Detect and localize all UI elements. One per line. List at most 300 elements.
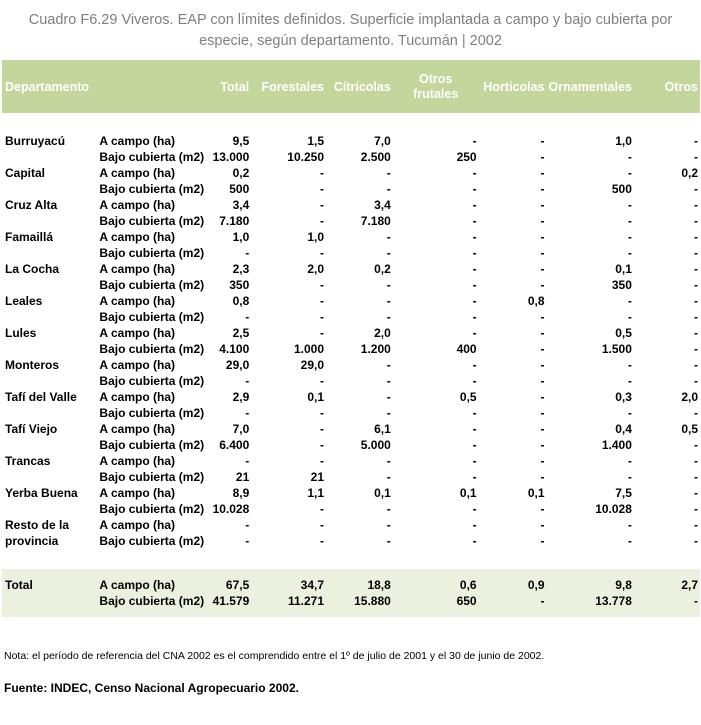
total-row-campo [2,577,700,593]
department-name [2,165,97,197]
table-row-cubierta [2,469,700,485]
cell-citricolas: - [386,374,391,388]
cell-horticolas: - [540,358,545,372]
cell-otros: - [694,214,698,228]
cell-otros-frutales: - [472,374,477,388]
header-otros: Otros [664,79,698,94]
cell-forestales: 34,7 [300,578,324,592]
cell-ornamentales: - [627,230,632,244]
cell-citricolas: - [386,246,391,260]
cell-otros: - [694,374,698,388]
department-name-line: Monteros [5,358,59,372]
cell-citricolas: 0,1 [374,486,391,500]
table-row-campo [2,389,700,405]
cell-ornamentales: 350 [611,278,632,292]
cell-otros-frutales: - [472,534,477,548]
cell-citricolas: 18,8 [367,578,391,592]
cell-otros: - [694,278,698,292]
cell-otros-frutales: - [472,214,477,228]
measure-label: Bajo cubierta (m2) [99,182,205,196]
cell-horticolas: - [540,182,545,196]
cell-otros-frutales: - [472,134,477,148]
cell-ornamentales: 0,4 [615,422,632,436]
measure-label: A campo (ha) [99,454,175,468]
cell-forestales: 1,5 [307,134,324,148]
measure-label: A campo (ha) [99,518,175,532]
cell-otros: - [694,406,698,420]
cell-ornamentales: 0,3 [615,390,632,404]
cell-otros-frutales: 400 [456,342,477,356]
cell-otros: - [694,438,698,452]
cell-citricolas: 7,0 [374,134,391,148]
department-name-line: Resto de la [5,518,70,532]
table-row-campo [2,261,700,277]
total-body [2,569,700,617]
cell-forestales: - [320,422,324,436]
table-row-campo [2,293,700,309]
department-name [2,197,97,229]
cell-total: 0,2 [232,166,250,180]
cell-total: 9,5 [232,134,250,148]
table-row-cubierta [2,533,700,549]
table-row-campo [2,485,700,501]
measure-label: A campo (ha) [99,422,175,436]
measure-label: Bajo cubierta (m2) [99,534,205,548]
cell-otros: - [694,594,698,608]
department-name [2,261,97,293]
cell-citricolas: 0,2 [374,262,391,276]
cell-citricolas: - [386,470,391,484]
cell-total: 10.028 [212,502,250,516]
measure-label: Bajo cubierta (m2) [99,406,205,420]
cell-otros-frutales: 650 [456,594,477,608]
table-row-cubierta [2,341,700,357]
cell-forestales: 1,0 [307,230,324,244]
cell-total: 29,0 [225,358,250,372]
department-name [2,133,97,165]
cell-ornamentales: - [627,310,632,324]
cell-horticolas: - [540,326,545,340]
table-row-cubierta [2,405,700,421]
department-name [2,517,97,549]
cell-ornamentales: - [627,374,632,388]
cell-otros: - [694,518,698,532]
cell-horticolas: - [540,390,545,404]
measure-label: Bajo cubierta (m2) [99,374,205,388]
cell-otros: 2,0 [681,390,698,404]
cell-total: 500 [229,182,250,196]
cell-total: - [245,246,250,260]
spacer-row [2,609,700,617]
table-row-cubierta [2,373,700,389]
cell-otros: - [694,454,698,468]
cell-otros: - [694,182,698,196]
table-row-cubierta [2,181,700,197]
cell-citricolas: - [386,502,391,516]
cell-horticolas: - [540,594,545,608]
cell-citricolas: 6,1 [374,422,391,436]
cell-total: 2,9 [232,390,250,404]
data-table [2,60,700,617]
measure-label: A campo (ha) [99,486,175,500]
header-total: Total [220,79,250,94]
measure-label: A campo (ha) [99,294,175,308]
cell-total: 41.579 [212,594,250,608]
department-name [2,485,97,517]
department-name-line: Trancas [5,454,51,468]
cell-ornamentales: - [627,150,632,164]
measure-label: Bajo cubierta (m2) [99,342,205,356]
cell-forestales: - [320,198,324,212]
header-citricolas: Cítrícolas [333,79,391,94]
cell-otros: - [694,534,698,548]
cell-horticolas: - [540,166,545,180]
cell-otros-frutales: - [472,406,477,420]
cell-otros-frutales: 0,1 [459,486,477,500]
spacer-row [2,549,700,569]
cell-total: 7.180 [219,214,250,228]
measure-label: A campo (ha) [99,230,175,244]
table-row-campo [2,133,700,149]
cell-citricolas: - [386,406,391,420]
cell-otros-frutales: 0,6 [459,578,477,592]
header-otros-frutales-line2: frutales [413,86,459,101]
cell-forestales: 21 [310,470,324,484]
department-name-line: Yerba Buena [5,486,78,500]
cell-total: 1,0 [232,230,250,244]
cell-otros-frutales: - [472,438,477,452]
table-row-cubierta [2,501,700,517]
cell-forestales: 10.250 [287,150,324,164]
cell-otros-frutales: - [472,454,477,468]
cell-citricolas: - [386,278,391,292]
cell-citricolas: - [386,166,391,180]
cell-citricolas: 2.500 [360,150,391,164]
cell-ornamentales: - [627,214,632,228]
cell-otros: 2,7 [681,578,698,592]
cell-total: 2,3 [232,262,250,276]
cell-forestales: - [320,374,324,388]
cell-ornamentales: - [627,198,632,212]
cell-citricolas: - [386,390,391,404]
cell-otros: - [694,470,698,484]
cell-otros: - [694,246,698,260]
cell-otros: - [694,486,698,500]
cell-total: 0,8 [232,294,250,308]
spacer-row [2,569,700,577]
cell-citricolas: - [386,230,391,244]
cell-otros-frutales: - [472,166,477,180]
cell-ornamentales: 1,0 [615,134,632,148]
cell-otros: - [694,294,698,308]
table-row-campo [2,165,700,181]
cell-ornamentales: 13.778 [595,594,632,608]
cell-horticolas: - [540,518,545,532]
cell-horticolas: - [540,406,545,420]
cell-otros-frutales: - [472,278,477,292]
table-row-cubierta [2,277,700,293]
cell-citricolas: 5.000 [360,438,391,452]
cell-ornamentales: 7,5 [615,486,632,500]
cell-otros-frutales: - [472,358,477,372]
cell-otros: - [694,310,698,324]
cell-total: 6.400 [219,438,250,452]
cell-otros: 0,2 [681,166,698,180]
cell-ornamentales: - [627,470,632,484]
header-departamento: Departamento [5,79,90,94]
cell-otros-frutales: - [472,470,477,484]
cell-horticolas: - [540,134,545,148]
cell-otros: 0,5 [681,422,698,436]
department-name [2,421,97,453]
cell-forestales: - [320,294,324,308]
header-forestales: Forestales [261,79,324,94]
measure-label: Bajo cubierta (m2) [99,470,205,484]
measure-label: A campo (ha) [99,578,175,592]
cell-otros: - [694,198,698,212]
department-name-line: Burruyacú [5,134,66,148]
cell-otros: - [694,230,698,244]
department-name [2,357,97,389]
cell-forestales: 29,0 [300,358,324,372]
department-name-line: Cruz Alta [5,198,58,212]
cell-horticolas: - [540,310,545,324]
measure-label: A campo (ha) [99,326,175,340]
cell-otros-frutales: - [472,310,477,324]
cell-otros-frutales: - [472,326,477,340]
cell-forestales: - [320,166,324,180]
cell-forestales: 0,1 [307,390,324,404]
cell-otros-frutales: 0,5 [459,390,477,404]
cell-ornamentales: 1.400 [601,438,632,452]
cell-otros-frutales: - [472,294,477,308]
table-row-cubierta [2,149,700,165]
cell-total: 13.000 [212,150,250,164]
cell-total: 7,0 [232,422,250,436]
department-name-line: Capital [5,166,46,180]
cell-total: 67,5 [225,578,250,592]
measure-label: Bajo cubierta (m2) [99,594,205,608]
cell-otros: - [694,150,698,164]
table-title: Cuadro F6.29 Viveros. EAP con límites definidos. Superficie implantada a campo y bajo cubierta por especie, según departamento. Tucumán | 2002 [28,12,673,49]
cell-horticolas: - [540,246,545,260]
cell-forestales: 11.271 [287,594,324,608]
cell-otros-frutales: 250 [456,150,477,164]
cell-citricolas: - [386,182,391,196]
cell-citricolas: - [386,534,391,548]
measure-label: A campo (ha) [99,134,175,148]
cell-otros: - [694,502,698,516]
cell-ornamentales: - [627,406,632,420]
measure-label: Bajo cubierta (m2) [99,310,205,324]
department-name-line: Leales [5,294,43,308]
cell-citricolas: - [386,310,391,324]
cell-total: 3,4 [232,198,250,212]
cell-forestales: - [320,518,324,532]
cell-total: - [245,310,250,324]
cell-forestales: - [320,278,324,292]
cell-otros: - [694,326,698,340]
table-row-campo [2,325,700,341]
cell-otros: - [694,342,698,356]
cell-ornamentales: - [627,454,632,468]
table-row-campo [2,421,700,437]
cell-forestales: - [320,502,324,516]
cell-total: 4.100 [219,342,250,356]
cell-total: 2,5 [232,326,250,340]
cell-ornamentales: 9,8 [615,578,632,592]
cell-ornamentales: - [627,166,632,180]
table-row-campo [2,229,700,245]
total-label: Total [5,578,33,592]
cell-otros-frutales: - [472,262,477,276]
measure-label: Bajo cubierta (m2) [99,150,205,164]
cell-ornamentales: - [627,534,632,548]
cell-horticolas: 0,1 [527,486,545,500]
spacer-row [2,113,700,133]
cell-forestales: 2,0 [307,262,324,276]
cell-total: - [245,454,250,468]
cell-horticolas: - [540,342,545,356]
department-name [2,325,97,357]
header-row [2,60,700,113]
cell-forestales: - [320,310,324,324]
cell-ornamentales: - [627,294,632,308]
header-otros-frutales [393,60,479,113]
table-row-campo [2,517,700,533]
measure-label: A campo (ha) [99,390,175,404]
cell-forestales: - [320,438,324,452]
cell-otros-frutales: - [472,518,477,532]
cell-forestales: - [320,214,324,228]
cell-citricolas: 3,4 [374,198,391,212]
cell-horticolas: - [540,374,545,388]
department-name-line: provincia [5,534,59,548]
cell-ornamentales: 0,1 [615,262,632,276]
header-horticolas: Horticolas [483,79,545,94]
table-row-campo [2,197,700,213]
cell-total: 21 [235,470,250,484]
cell-citricolas: - [386,294,391,308]
table-row-cubierta [2,245,700,261]
department-name-line: Tafí Viejo [5,422,58,436]
department-name [2,389,97,421]
cell-otros: - [694,358,698,372]
table-row-campo [2,453,700,469]
cell-forestales: 1,1 [307,486,324,500]
cell-citricolas: 2,0 [374,326,391,340]
measure-label: A campo (ha) [99,166,175,180]
measure-label: A campo (ha) [99,358,175,372]
cell-otros: - [694,262,698,276]
cell-citricolas: 1.200 [360,342,391,356]
cell-ornamentales: 0,5 [615,326,632,340]
cell-otros-frutales: - [472,230,477,244]
department-name [2,453,97,485]
cell-forestales: - [320,246,324,260]
cell-ornamentales: 1.500 [601,342,632,356]
cell-forestales: 1.000 [293,342,324,356]
cell-citricolas: 15.880 [354,594,391,608]
table-row-campo [2,357,700,373]
cell-horticolas: - [540,438,545,452]
cell-horticolas: - [540,534,545,548]
table-row-cubierta [2,309,700,325]
measure-label: Bajo cubierta (m2) [99,246,205,260]
cell-forestales: - [320,182,324,196]
department-name [2,293,97,325]
cell-ornamentales: 10.028 [595,502,632,516]
cell-ornamentales: - [627,246,632,260]
cell-otros-frutales: - [472,246,477,260]
cell-otros-frutales: - [472,182,477,196]
cell-total: - [245,518,250,532]
cell-total: - [245,374,250,388]
cell-horticolas: - [540,230,545,244]
cell-horticolas: - [540,214,545,228]
cell-forestales: - [320,534,324,548]
cell-total: - [245,406,250,420]
header-ornamentales: Ornamentales [548,79,632,94]
table-row-cubierta [2,437,700,453]
measure-label: Bajo cubierta (m2) [99,438,205,452]
table-body [2,113,700,569]
cell-total: - [245,534,250,548]
cell-horticolas: - [540,262,545,276]
cell-horticolas: - [540,278,545,292]
cell-citricolas: - [386,518,391,532]
department-name [2,229,97,261]
footnote: Nota: el período de referencia del CNA 2002 es el comprendido entre el 1º de julio de 2001 y el 30 de junio de 2002. [4,650,545,662]
cell-ornamentales: - [627,518,632,532]
cell-otros-frutales: - [472,502,477,516]
cell-citricolas: 7.180 [360,214,391,228]
cell-citricolas: - [386,358,391,372]
table-row-cubierta [2,213,700,229]
header-otros-frutales-line1: Otros [419,71,453,86]
cell-total: 8,9 [232,486,250,500]
cell-horticolas: - [540,454,545,468]
cell-horticolas: - [540,198,545,212]
cell-horticolas: - [540,150,545,164]
cell-horticolas: 0,8 [527,294,545,308]
department-name-line: La Cocha [5,262,60,276]
cell-forestales: - [320,406,324,420]
source-line: Fuente: INDEC, Censo Nacional Agropecuario 2002. [4,681,299,695]
cell-ornamentales: 500 [611,182,632,196]
cell-ornamentales: - [627,358,632,372]
department-name-line: Famaillá [5,230,54,244]
measure-label: A campo (ha) [99,262,175,276]
measure-label: A campo (ha) [99,198,175,212]
cell-horticolas: - [540,422,545,436]
total-row-cubierta [2,593,700,609]
cell-horticolas: 0,9 [527,578,545,592]
department-name-line: Lules [5,326,37,340]
measure-label: Bajo cubierta (m2) [99,502,205,516]
cell-forestales: - [320,326,324,340]
cell-forestales: - [320,454,324,468]
cell-horticolas: - [540,470,545,484]
cell-otros-frutales: - [472,422,477,436]
measure-label: Bajo cubierta (m2) [99,214,205,228]
department-name-line: Tafí del Valle [5,390,77,404]
cell-horticolas: - [540,502,545,516]
cell-otros-frutales: - [472,198,477,212]
measure-label: Bajo cubierta (m2) [99,278,205,292]
cell-otros: - [694,134,698,148]
cell-citricolas: - [386,454,391,468]
